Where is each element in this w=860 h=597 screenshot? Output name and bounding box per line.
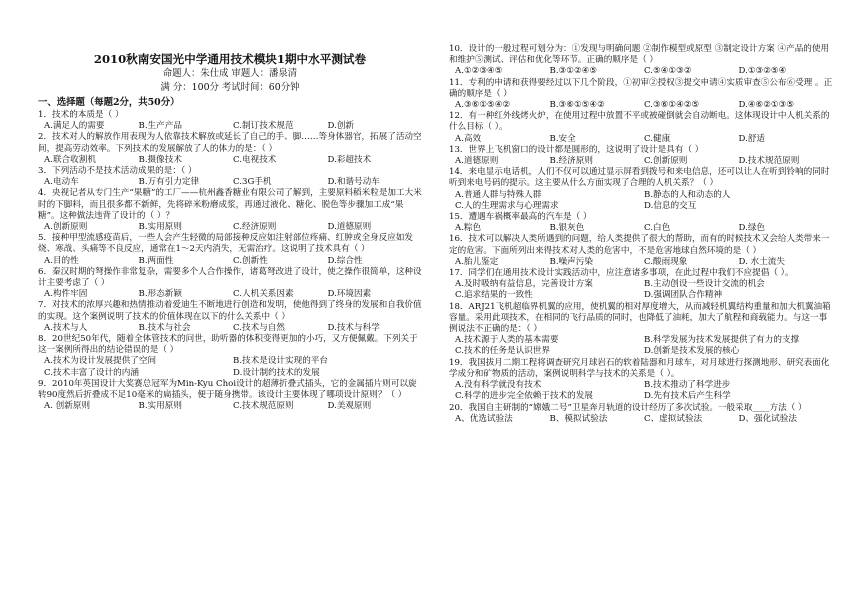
question-item	[38, 110, 422, 132]
answer-option: C.人的生理需求与心理需求	[455, 200, 559, 211]
answer-option: C.制订技术规范	[233, 121, 294, 132]
answer-option: D.①③②⑤④	[738, 66, 787, 77]
answer-option: C.白色	[644, 223, 671, 234]
answer-option: C.健康	[644, 133, 671, 144]
answer-option: D.先有技术后产生科学	[644, 391, 731, 402]
answer-option: D.道德原则	[327, 222, 372, 233]
answer-option: D.舒适	[738, 133, 766, 144]
answer-option: B.科学发展为技术发展提供了有力的支撑	[644, 335, 800, 346]
answer-option: A.普通人群与特殊人群	[455, 189, 542, 200]
answer-option: A.目的性	[44, 255, 79, 266]
answer-option: A.①②③④⑤	[455, 66, 503, 77]
answer-option: B.两面性	[138, 255, 174, 266]
question-text: 7．对技术的浓厚兴趣和热情推动着爱迪生不断地进行创造和发明，使他得到了终身的发展和自我价值的实现。这个案例说明了技术的价值体现在以下的什么关系中（ ）	[38, 300, 422, 322]
answer-option-row	[38, 356, 422, 367]
answer-options	[449, 223, 833, 234]
answer-option: B.技术与社会	[138, 322, 191, 333]
answer-option-row	[449, 335, 833, 346]
answer-option: B.经济原则	[549, 156, 593, 167]
question-text: 3．下列活动不是技术活动成果的是：（ ）	[38, 166, 197, 177]
answer-options	[38, 222, 422, 233]
answer-option: A.高效	[455, 133, 482, 144]
answer-option: C.电视技术	[233, 154, 277, 165]
answer-option-row	[38, 368, 422, 379]
question-text: 6．秦汉时期的弩操作非常复杂，需要多个人合作操作，诸葛弩改进了设计，使之操作很简单，这种设计主要考虑了（ ）	[38, 266, 422, 289]
answer-option: C.科学的进步完全依赖于技术的发展	[455, 391, 593, 402]
answer-option: C、虚拟试验法	[644, 413, 703, 424]
answer-option: A.技术与人	[44, 322, 88, 333]
left-column	[38, 0, 422, 412]
question-item	[38, 166, 422, 188]
answer-option: D.和谐号动车	[327, 177, 380, 188]
answer-option: B.实用原则	[138, 222, 182, 233]
question-item	[449, 234, 833, 268]
answer-option: C.创新原则	[644, 156, 688, 167]
answer-option: A.技术源于人类的基本需要	[455, 335, 559, 346]
answer-option: A.没有科学就没有技术	[455, 380, 542, 391]
answer-option: C.创新性	[233, 255, 268, 266]
answer-option-row	[449, 279, 833, 290]
question-text: 11．专利的申请和获得要经过以下几个阶段，①初审②授权③提交申请④实质审查⑤公布⑥受理 。正确的顺序是（ ）	[449, 77, 833, 99]
answer-option: C.技术丰富了设计的内涵	[44, 367, 139, 378]
answer-option: D.创新	[327, 121, 355, 132]
answer-option: B.万有引力定律	[138, 177, 200, 188]
question-item	[38, 379, 422, 413]
answer-option: A.满足人的需要	[44, 121, 105, 132]
answer-option: B.主动创设一些设计交流的机会	[644, 279, 765, 290]
answer-option: B.生产产品	[138, 121, 182, 132]
question-item	[38, 334, 422, 379]
answer-option: D.综合性	[327, 255, 363, 266]
answer-option: A、优选试验法	[455, 413, 513, 424]
answer-option: A.创新原则	[44, 222, 88, 233]
question-item	[449, 403, 833, 425]
answer-option: B、模拟试验法	[549, 413, 608, 424]
answer-option-row	[449, 346, 833, 357]
question-item	[449, 44, 833, 78]
answer-option: D.环境因素	[327, 289, 372, 300]
answer-option: C.3G手机	[233, 177, 272, 188]
answer-option: A.构件牢固	[44, 289, 88, 300]
answer-option: B.摄像技术	[138, 154, 182, 165]
answer-option: C.酸雨现象	[644, 256, 688, 267]
question-item	[449, 78, 833, 112]
answer-option: D.设计制约技术的发展	[233, 367, 320, 378]
answer-option: A.电动车	[44, 177, 79, 188]
question-item	[449, 167, 833, 212]
answer-option: D.彩超技术	[327, 154, 372, 165]
question-item	[38, 188, 422, 233]
answer-option-row	[449, 201, 833, 212]
answer-options	[38, 177, 422, 188]
answer-option: B.③①②④⑤	[549, 66, 598, 77]
answer-options	[449, 156, 833, 167]
answer-option: C.技术与自然	[233, 322, 285, 333]
question-text: 9．2010年英国设计大奖赛总冠军为Min-Kyu Choi设计的超薄折叠式插头，它的金属插片则可以旋转90度然后折叠成不足10毫米的扁插头，便于随身携带。该设计主要体现了哪项设计原则？（ ）	[38, 378, 417, 401]
question-item	[449, 302, 833, 358]
question-item	[449, 268, 833, 302]
answer-option: A.胎儿鉴定	[455, 256, 499, 267]
answer-option: D.创新是技术发展的核心	[644, 346, 740, 357]
question-text: 15．遭遇车祸概率最高的汽车是（ ）	[449, 212, 592, 223]
question-text: 20．我国自主研制的“嫦娥二号”卫星奔月轨道的设计经历了多次试验。一般采取____方法（ ）	[449, 402, 807, 413]
answer-option: C.追求结果的一致性	[455, 290, 533, 301]
question-item	[449, 358, 833, 403]
answer-option: B.实用原则	[138, 401, 182, 412]
question-text: 8．20世纪50年代，随着全体管技术的问世，助听器的体积变得更加的小巧，又方便佩戴。下列关于这一案例所得出的结论错误的是（ ）	[38, 334, 418, 356]
answer-option: D. 水土流失	[738, 256, 785, 267]
question-item	[38, 132, 422, 166]
answer-option: A.及时吸纳有益信息，完善设计方案	[455, 279, 593, 290]
answer-options	[449, 134, 833, 145]
answer-option: B.技术是设计实现的平台	[233, 356, 328, 367]
answer-option: D.技术规范原则	[738, 156, 800, 167]
answer-options	[38, 401, 422, 412]
question-text: 5．接种甲型流感疫苗后，一些人会产生轻微的局部接种反应如注射部位疼痛、红肿或全身反应如发烧、寒战、头痛等不良反应，通常在1～2天内消失，无需治疗。这说明了技术具有（ ）	[38, 233, 414, 255]
exam-scoring: 满 分：100分 考试时间：60分钟	[160, 82, 300, 93]
question-text: 19．我国拔月二期工程将调查研究月球岩石的软着陆器和月球车，对月球进行探测地形、研究表面化学成分和矿物质的活动，案例说明科学与技术的关系是（ ）。	[449, 357, 830, 379]
answer-options	[38, 155, 422, 166]
question-text: 18．ARJ21飞机超临界机翼的应用，使机翼的相对厚度增大，从而减轻机翼结构重量和加大机翼油箱容量。采用此项技术，在相同的飞行品质的同时，也降低了油耗，加大了航程和商载能力。与这一事例说法不正确的是：（ ）	[449, 301, 831, 335]
question-text: 12．有一种红外线烤火炉，在使用过程中放置不平或被碰倒就会自动断电。这体现设计中人机关系的什么目标（ ）。	[449, 111, 830, 133]
answer-option: B.静态的人和动态的人	[644, 189, 731, 200]
answer-option: D.美观原则	[327, 401, 372, 412]
question-text: 14．来电显示电话机，人们不仅可以通过显示屏看到拨号和来电信息，还可以让人在听到铃响的同时听到来电号码的提示。这主要从什么方面实现了合理的人机关系？（ ）	[449, 167, 830, 189]
question-text: 13．世界上飞机窗口的设计都是圆形的，这说明了设计是具有（ ）	[449, 144, 704, 155]
answer-option: D.强调团队合作精神	[644, 290, 723, 301]
answer-option: C.经济原则	[233, 222, 277, 233]
question-item	[38, 300, 422, 334]
answer-options	[449, 66, 833, 77]
answer-option: A. 创新原则	[44, 401, 91, 412]
answer-option: C.技术规范原则	[233, 401, 294, 412]
answer-option: C.人机关系因素	[233, 289, 294, 300]
answer-option-row	[449, 190, 833, 201]
question-item	[449, 145, 833, 167]
answer-options	[38, 289, 422, 300]
question-item	[38, 233, 422, 267]
answer-options	[449, 257, 833, 268]
answer-option: B.形态新颖	[138, 289, 182, 300]
answer-option: C.⑤④①③②	[644, 66, 692, 77]
answer-option-row	[449, 391, 833, 402]
answer-option: B.银灰色	[549, 223, 585, 234]
question-text: 16．技术可以解决人类所遇到的问题，给人类提供了很大的帮助，而有的时候技术又会给人类带来一定的危害。下面所列出来得技术对人类的危害中，不是危害地球自然环境的是（ ）	[449, 234, 830, 256]
answer-options	[449, 414, 833, 425]
answer-option: B.③⑥①⑤④②	[549, 100, 605, 111]
answer-option: D.技术与科学	[327, 322, 380, 333]
question-text: 2．技术对人的解放作用表现为人依靠技术解放或延长了自己的手、脚……等身体器官，拓展了活动空间，提高劳动效率。下列技术的发展解放了人的体力的是：（ ）	[38, 132, 422, 154]
answer-option-row	[449, 380, 833, 391]
answer-option: D.信息的交互	[644, 200, 697, 211]
answer-option: D.绿色	[738, 223, 766, 234]
question-text: 1．技术的本质是（ ）	[38, 110, 124, 120]
answer-option: C.③⑥①④②⑤	[644, 100, 700, 111]
answer-option: B.安全	[549, 133, 576, 144]
answer-options	[38, 121, 422, 132]
answer-option: A.道德原则	[455, 156, 499, 167]
exam-authors: 命题人：朱仕成 审题人：潘泉清	[162, 68, 298, 79]
section-heading: 一、选择题（每题2分，共50分）	[38, 97, 180, 108]
answer-option: A.联合收割机	[44, 154, 96, 165]
question-text: 4．央视记者从专门生产“果糖”的工厂——杭州鑫香糖业有限公司了解到，主要原料稻米粒是加工大米时的下脚料，而且很多都不新鲜，先将碎米粉磨成浆，再通过液化、糖化、脱色等步骤加工成“果糖”。这种做法违背了设计的（ ）？	[38, 188, 422, 221]
question-text: 10．设计的一般过程可划分为：①发现与明确问题 ②制作模型或原型 ③制定设计方案 ④产品的使用和维护⑤测试、评估和优化等环节。正确的顺序是（ ）	[449, 44, 830, 66]
right-question-list	[449, 44, 833, 425]
answer-options	[38, 256, 422, 267]
answer-option: A.③⑥①⑤④②	[455, 100, 511, 111]
question-item	[38, 267, 422, 301]
answer-options	[38, 323, 422, 334]
question-item	[449, 111, 833, 145]
left-question-list	[38, 110, 422, 412]
answer-option: A.粽色	[455, 223, 482, 234]
answer-option: D.④⑥②①③⑤	[738, 100, 795, 111]
answer-option-row	[449, 290, 833, 301]
answer-option: C.技术的任务是认识世界	[455, 346, 550, 357]
answer-option: B.技术推动了科学进步	[644, 380, 731, 391]
question-text: 17．同学们在通用技术设计实践活动中，应注意诸多事项，在此过程中我们不应提倡（ ）。	[449, 268, 794, 279]
answer-option: B.噪声污染	[549, 256, 593, 267]
question-item	[449, 212, 833, 234]
answer-options	[449, 100, 833, 111]
answer-option: D、强化试验法	[738, 413, 797, 424]
answer-option: A.技术为设计发展提供了空间	[44, 356, 157, 367]
exam-title: 2010秋南安国光中学通用技术模块1期中水平测试卷	[93, 52, 367, 66]
right-column	[449, 0, 833, 425]
